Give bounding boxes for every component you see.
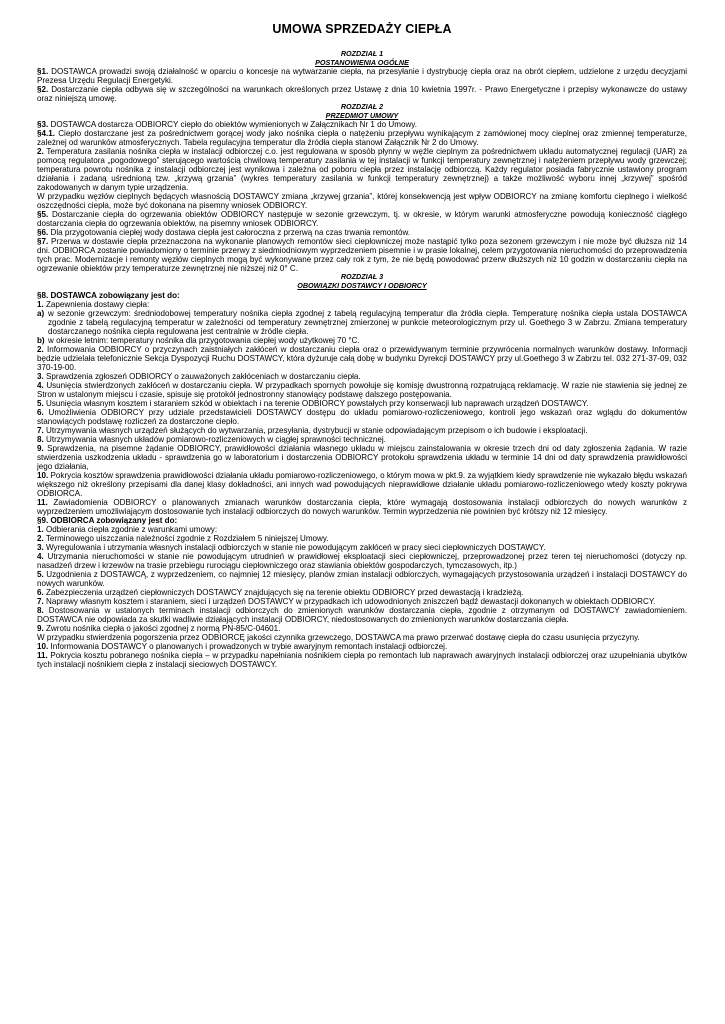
paragraph-text: Dla przygotowania ciepłej wody dostawa ciepła jest całoroczna z przerwą na czas trwania remontów. [48,228,411,238]
item-text: Dostosowania w ustalonych terminach instalacji odbiorczych do zmienionych warunków dostarczania ciepła, zgodnie z otrzymanym od DOSTAWCY zawiadomieniem. DOSTAWCA nie odpowiada za skutki wadliwie działających instalacji ODBIORCY, niedostosowanych do zmienionych warunków dostarczania ciepła. [37,605,687,624]
paragraph-text: DOSTAWCA dostarcza ODBIORCY ciepło do obiektów wymienionych w Załącznikach Nr 1 do Umowy. [48,120,417,130]
item-number: 7. [37,596,44,606]
item-text: Pokrycia kosztów sprawdzenia prawidłowości działania układu pomiarowo-rozliczeniowego, o którym mowa w pkt.9. za wyjątkiem kiedy sprawdzenie nie wykazało błędu wskazań większego niż określony przepisami dla danej klasy dokładności, ani innych wad powodujących nieprawidłowe działanie układu pomiarowo-rozliczeniowego wtedy koszty pokrywa ODBIORCA. [37,470,687,498]
item-9-5 [37,570,687,588]
item-number: 2. [37,344,44,354]
item-text: Utrzymywania własnych urządzeń służących do wytwarzania, przesyłania, dystrybucji w stanie odpowiadającym przepisom o ich budowie i eksploatacji. [43,425,588,435]
item-number: 11. [37,650,48,660]
item-number: 7. [37,425,44,435]
item-8-1 [37,300,687,309]
paragraph-3 [37,120,687,129]
chapter-title: POSTANOWIENIA OGÓLNE [315,57,409,67]
paragraph-text: DOSTAWCA prowadzi swoją działalność w oparciu o koncesje na wytwarzanie ciepła, na przesyłanie i dystrybucję ciepła oraz na obrót ciepłem, udzielone z urzędu decyzjami Prezesa Urzędu Regulacji Energetyki. [37,67,687,86]
paragraph-number: §4.1. [37,129,55,139]
item-text: Sprawdzenia zgłoszeń ODBIORCY o zauważonych zakłóceniach w dostarczaniu ciepła. [43,371,361,381]
item-number: 9. [37,623,44,633]
item-9-2 [37,534,687,543]
item-number: 5. [37,569,44,579]
item-number: 6. [37,587,44,597]
paragraph-2 [37,85,687,103]
paragraph-5 [37,210,687,228]
item-text: Umożliwienia ODBIORCY przy udziale przedstawicieli DOSTAWCY dostępu do układu pomiarowo-rozliczeniowego, kontroli jego wskazań oraz wglądu do dokumentów stanowiących podstawę rozliczeń za dostarczone ciepło. [37,407,687,426]
paragraph-number: §6. [37,228,49,238]
item-number: 1. [37,299,44,309]
item-8-4 [37,381,687,399]
chapter-number: ROZDZIAŁ 1 [340,49,384,58]
item-9-9-note: W przypadku stwierdzenia pogorszenia przez ODBIORCĘ jakości czynnika grzewczego, DOSTAWCA ma prawo przerwać dostawę ciepła do czasu usunięcia przyczyny. [37,632,640,642]
paragraph-9-heading [37,516,687,525]
item-9-8 [37,606,687,624]
paragraph-number: 2. [37,147,44,157]
paragraph-text: Dostarczanie ciepła do ogrzewania obiektów ODBIORCY następuje w sezonie grzewczym, tj. w okresie, w którym warunki atmosferyczne powodują konieczność ciągłego dostarczania ciepła do ogrzewania obiektów, na pisemny wniosek ODBIORCY. [37,210,687,229]
item-8-1-b [37,336,687,345]
item-number: 10. [37,470,49,480]
item-text: Zwrotu nośnika ciepła o jakości zgodnej z normą PN-85/C-04601. [43,623,281,633]
paragraph-number: §7. [37,237,49,247]
item-text: Utrzymywania własnych układów pomiarowo-rozliczeniowych w ciągłej sprawności technicznej. [43,434,386,444]
item-8-3 [37,372,687,381]
item-number: 11. [37,497,48,507]
item-number: 4. [37,380,44,390]
chapter-2-heading [37,103,687,120]
chapter-number: ROZDZIAŁ 3 [340,272,384,282]
chapter-3-heading [37,273,687,290]
item-8-11 [37,498,687,516]
item-text: w okresie letnim: temperatury nośnika dla przygotowania ciepłej wody użytkowej 70 °C. [48,335,360,345]
item-8-9 [37,444,687,471]
paragraph-text: Przerwa w dostawie ciepła przeznaczona na wykonanie planowych remontów sieci ciepłowniczej może nastąpić tylko poza sezonem grzewczym i nie może być dłuższa niż 14 dni. ODBIORCA zostanie powiadomiony o terminie przerwy z siedmiodniowym wyprzedzeniem pisemnie i w prasie lokalnej, celem przygotowania nieruchomości do przeprowadzenia tych prac. Modernizacje i remonty węzłów cieplnych mogą być wykonywane przez cały rok z tym, że nie będą powodować przerw dłuższych niż 10 godzin w dostarczaniu ciepła na ogrzewanie obiektów przy temperaturze zewnętrznej nie niższej niż 0° C. [37,237,687,274]
paragraph-6 [37,228,687,237]
item-number: 2. [37,533,44,543]
chapter-1-heading [37,50,687,67]
item-8-2 [37,345,687,372]
document-title: UMOWA SPRZEDAŻY CIEPŁA [272,22,452,36]
item-8-8 [37,435,687,444]
item-8-1-a [37,309,687,336]
paragraph-1 [37,67,687,85]
paragraph-heading: §8. DOSTAWCA zobowiązany jest do: [37,290,180,300]
item-9-4 [37,552,687,570]
item-letter: b) [37,335,45,345]
item-text: Terminowego uiszczania należności zgodnie z Rozdziałem 5 niniejszej Umowy. [43,533,329,543]
item-8-6 [37,408,687,426]
item-8-7 [37,426,687,435]
document-page [37,22,687,669]
item-number: 8. [37,605,44,615]
item-text: Sprawdzenia, na pisemne żądanie ODBIORCY, prawidłowości działania własnego układu w miejscu zainstalowania w okresie trzech dni od daty zgłoszenia żądania. W razie stwierdzenia uszkodzenia układu - sprawdzenia go w laboratorium i dostarczenia ODBIORCY protokołu sprawdzenia układu w terminie 14 dni od daty sprawdzenia prawidłowości jego działania, [37,443,687,471]
chapter-title: OBOWIĄZKI DOSTAWCY I ODBIORCY [297,280,427,290]
paragraph-number: §3. [37,120,49,130]
paragraph-4-3: W przypadku węzłów cieplnych będących własnością DOSTAWCY zmiana „krzywej grzania”, której konsekwencją jest wpływ ODBIORCY na zmianę komfortu cieplnego i wielkość oszczędności ciepła, może być dokonana na pisemny wniosek ODBIORCY. [37,192,687,211]
item-number: 4. [37,551,44,561]
paragraph-4-1 [37,129,687,147]
paragraph-number: §1. [37,67,49,77]
item-text: Uzgodnienia z DOSTAWCĄ, z wyprzedzeniem, co najmniej 12 miesięcy, planów zmian instalacji odbiorczych, wymagających przystosowania urządzeń i instalacji DOSTAWCY do nowych warunków. [37,569,687,588]
item-text: Pokrycia kosztu pobranego nośnika ciepła – w przypadku napełniania nośnikiem ciepła po remontach lub naprawach awaryjnych instalacji odbiorczej oraz uzupełniania ubytków tych instalacji nośnikiem ciepła z instalacji sieciowych DOSTAWCY. [37,650,687,669]
item-number: 8. [37,434,44,444]
item-number: 3. [37,371,44,381]
item-9-3 [37,543,687,552]
paragraph-8-heading [37,291,687,300]
item-text: Zapewnienia dostawy ciepła: [43,299,150,309]
item-text: Naprawy własnym kosztem i staraniem, sieci i urządzeń DOSTAWCY w przypadkach ich udowodnionych zniszczeń bądź dewastacji dokonanych w obiektach ODBIORCY. [43,596,656,606]
item-9-7 [37,597,687,606]
item-9-1 [37,525,687,534]
item-8-10 [37,471,687,498]
chapter-title: PRZEDMIOT UMOWY [325,110,399,120]
item-number: 1. [37,524,44,534]
paragraph-number: §2. [37,85,49,95]
item-number: 3. [37,542,44,552]
item-text: Informowania ODBIORCY o przyczynach zaistniałych zakłóceń w dostarczaniu ciepła oraz o przewidywanym terminie przywrócenia normalnych warunków dostawy. Informacji będzie udzielała telefonicznie Sekcja Dyspozycji Ruchu DOSTAWCY, która dyżuruje całą dobę w budynku Dyrekcji DOSTAWCY przy ul.Goethego 3 w Zabrzu tel. 032 271-37-09, 032 370-19-00. [37,344,687,372]
item-text: Zabezpieczenia urządzeń ciepłowniczych DOSTAWCY znajdujących się na terenie obiektu ODBIORCY przed dewastacją i kradzieżą. [43,587,524,597]
item-text: Usunięcia własnym kosztem i staraniem szkód w obiektach i na terenie ODBIORCY powstałych przy konserwacji lub naprawach urządzeń DOSTAWCY. [43,398,589,408]
item-9-10 [37,642,687,651]
item-9-9 [37,624,687,633]
paragraph-number: §5. [37,210,49,220]
item-8-5 [37,399,687,408]
paragraph-text: Ciepło dostarczane jest za pośrednictwem gorącej wody jako nośnika ciepła o natężeniu przepływu wynikającym z zamówionej mocy cieplnej oraz zmiennej temperaturze, zależnej od warunków atmosferycznych. Tabela regulacyjna temperatur dla źródła ciepła stanowi Załącznik Nr 2 do Umowy. [37,129,687,148]
item-text: Informowania DOSTAWCY o planowanych i prowadzonych w trybie awaryjnym remontach instalacji odbiorczej. [48,641,448,651]
paragraph-text: Dostarczanie ciepła odbywa się w szczególności na warunkach określonych przez Ustawę z dnia 10 kwietnia 1997r. - Prawo Energetyczne i przepisy wykonawcze do ustawy oraz niniejszą umowę. [37,85,687,104]
item-number: 9. [37,443,44,453]
paragraph-4-2 [37,147,687,192]
item-number: 5. [37,398,44,408]
item-9-11 [37,651,687,669]
item-text: Wyregulowania i utrzymania własnych instalacji odbiorczych w stanie nie powodującym zakłóceń w pracy sieci ciepłowniczych DOSTAWCY. [43,542,546,552]
item-text: w sezonie grzewczym: średniodobowej temperatury nośnika ciepła zgodnej z tabelą regulacyjną temperatur dla źródła ciepła. Temperaturę nośnika ciepła ustala DOSTAWCA zgodnie z tabelą regulacyjną temperatur w zależności od temperatury zewnętrznej zmierzonej w punkcie meteorologicznym przy ul. Goethego 3 w Zabrzu. Zmiana temperatury dostarczanego nośnika ciepła regulowana jest centralnie w źródle ciepła. [48,308,687,336]
item-text: Odbierania ciepła zgodnie z warunkami umowy: [43,524,218,534]
item-text: Usunięcia stwierdzonych zakłóceń w dostarczaniu ciepła. W przypadkach spornych powołuje się komisję dwustronną rozpatrującą reklamację. W razie nie stawienia się jednej ze Stron w ustalonym miejscu i czasie, spisuje się protokół jednostronny stanowiący podstawę dalszego postępowania. [37,380,687,399]
item-number: 10. [37,641,49,651]
item-number: 6. [37,407,44,417]
paragraph-heading: §9. ODBIORCA zobowiązany jest do: [37,515,178,525]
item-text: Utrzymania nieruchomości w stanie nie powodującym utrudnień w prawidłowej eksploatacji sieci ciepłowniczej, przeprowadzonej przez teren tej nieruchomości (dotyczy np. nasadzeń drzew i krzewów na trasie przebiegu rurociągu ciepłowniczego oraz stawiania obiektów gospodarczych, tymczasowych, itp.) [37,551,687,570]
paragraph-text: Temperatura zasilania nośnika ciepła w instalacji odbiorczej c.o. jest regulowana w sposób płynny w węźle cieplnym za pośrednictwem układu automatycznej regulacji (UAR) za pomocą regulatora „pogodowego” sterującego wartością chwilową temperatury zasilania w tej instalacji w funkcji temperatury zewnętrznej i natężeniem przepływu wody grzewczej; temperatura powrotu nośnika z instalacji odbiorczej jest wynikowa i zależna od poboru ciepła przez instalację odbiorczą. Każdy regulator posiada fabrycznie ustawiony program działania i zadaną uśrednioną tzw. „krzywą grzania” (wykres temperatury zasilania w funkcji temperatury zewnętrznej) a także możliwość wyboru innej „krzywej” spośród zakodowanych w danym typie urządzenia. [37,147,687,193]
item-text: Zawiadomienia ODBIORCY o planowanych zmianach warunków dostarczania ciepła, które wymagają dostosowania instalacji odbiorczych do nowych warunków z wyprzedzeniem umożliwiającym dostosowanie tych instalacji odbiorczych do nowych warunków. Termin wyprzedzenia nie powinien być krótszy niż 12 miesięcy. [37,497,687,516]
chapter-number: ROZDZIAŁ 2 [340,102,384,112]
paragraph-7 [37,237,687,273]
item-9-6 [37,588,687,597]
item-letter: a) [37,308,45,318]
